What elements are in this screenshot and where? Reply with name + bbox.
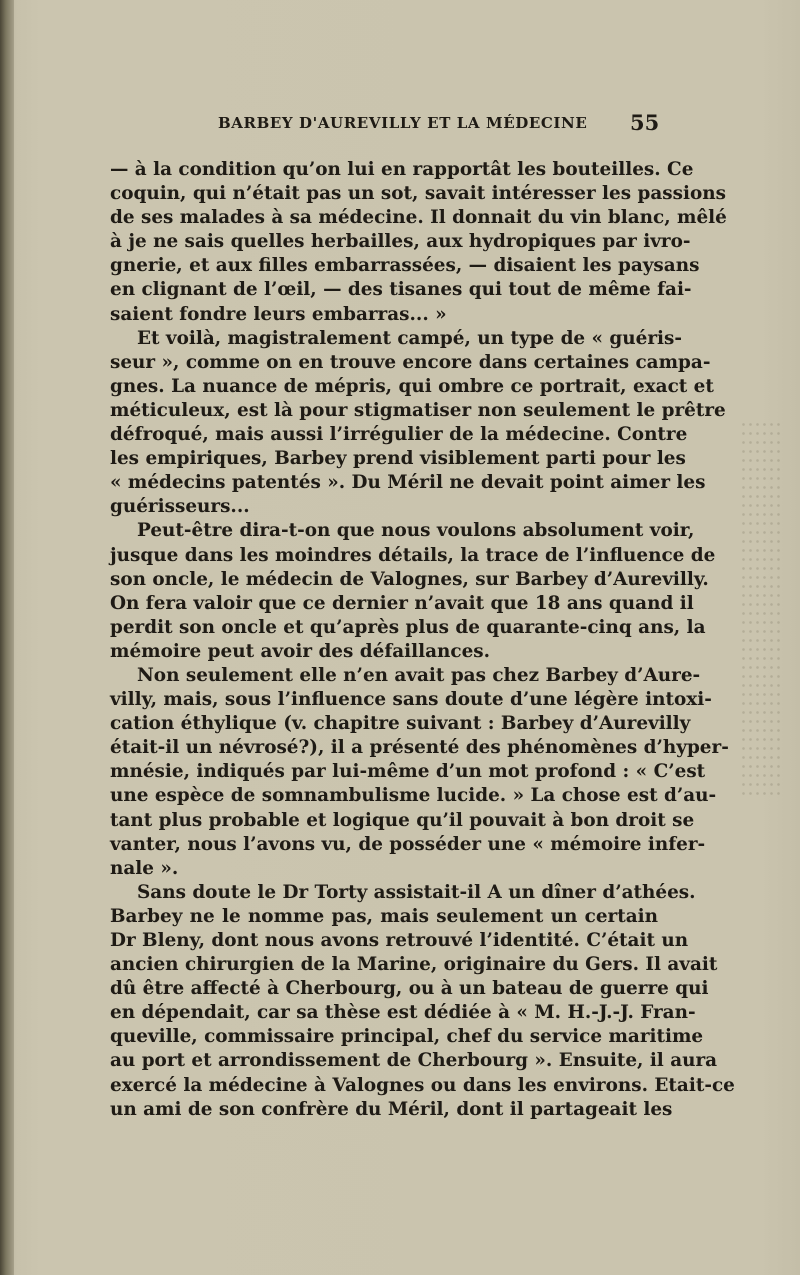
text-line: les empiriques, Barbey prend visiblement parti pour les <box>110 448 686 470</box>
text-line: nale ». <box>110 857 179 879</box>
text-line: méticuleux, est là pour stigmatiser non seulement le prêtre <box>110 399 726 421</box>
text-line: On fera valoir que ce dernier n’avait que 18 ans quand il <box>110 592 694 614</box>
text-line: mémoire peut avoir des défaillances. <box>110 640 491 662</box>
text-line: coquin, qui n’était pas un sot, savait intéresser les passions <box>110 183 726 205</box>
running-title: BARBEY D'AUREVILLY ET LA MÉDECINE <box>218 114 588 132</box>
page-number: 55 <box>630 110 660 135</box>
text-line: mnésie, indiqués par lui-même d’un mot profond : « C’est <box>110 761 706 783</box>
text-line: — à la condition qu’on lui en rapportât les bouteilles. Ce <box>110 159 694 180</box>
text-line: Non seulement elle n’en avait pas chez Barbey d’Aure- <box>137 664 701 686</box>
paper-specks <box>740 420 780 800</box>
text-line: son oncle, le médecin de Valognes, sur Barbey d’Aurevilly. <box>110 568 709 590</box>
text-line: vanter, nous l’avons vu, de posséder une « mémoire infer- <box>110 833 706 855</box>
text-line: perdit son oncle et qu’après plus de quarante-cinq ans, la <box>110 616 706 638</box>
text-line: gnerie, et aux filles embarrassées, — disaient les paysans <box>110 255 700 277</box>
text-line: en clignant de l’œil, — des tisanes qui tout de même fai- <box>110 279 692 301</box>
text-line: Peut-être dira-t-on que nous voulons absolument voir, <box>137 520 695 542</box>
text-line: dû être affecté à Cherbourg, ou à un bateau de guerre qui <box>110 978 709 1000</box>
text-line: en dépendait, car sa thèse est dédiée à « M. H.-J.-J. Fran- <box>110 1002 696 1024</box>
text-line: exercé la médecine à Valognes ou dans les environs. Etait-ce <box>110 1074 735 1096</box>
text-line: de ses malades à sa médecine. Il donnait du vin blanc, mêlé <box>110 207 727 229</box>
page-header <box>0 110 800 138</box>
text-line: gnes. La nuance de mépris, qui ombre ce portrait, exact et <box>110 375 714 397</box>
body-text <box>110 158 735 1122</box>
text-line: une espèce de somnambulisme lucide. » La chose est d’au- <box>110 785 717 807</box>
text-line: queville, commissaire principal, chef du service maritime <box>110 1026 704 1048</box>
text-line: jusque dans les moindres détails, la trace de l’influence de <box>110 544 716 566</box>
text-line: était-il un névrosé?), il a présenté des phénomènes d’hyper- <box>110 737 729 759</box>
text-line: seur », comme on en trouve encore dans certaines campa- <box>110 351 711 373</box>
text-line: un ami de son confrère du Méril, dont il partageait les <box>110 1098 673 1120</box>
book-spine-shadow <box>0 0 14 1275</box>
text-line: saient fondre leurs embarras... » <box>110 303 447 325</box>
text-line: « médecins patentés ». Du Méril ne devait point aimer les <box>110 472 706 494</box>
text-line: guérisseurs... <box>110 496 250 518</box>
text-line: ancien chirurgien de la Marine, originaire du Gers. Il avait <box>110 954 718 976</box>
text-line: cation éthylique (v. chapitre suivant : Barbey d’Aurevilly <box>110 713 691 735</box>
text-line: Dr Bleny, dont nous avons retrouvé l’identité. C’était un <box>110 930 689 951</box>
text-line: tant plus probable et logique qu’il pouvait à bon droit se <box>110 809 695 831</box>
text-line: au port et arrondissement de Cherbourg ». Ensuite, il aura <box>110 1050 718 1072</box>
text-line: Et voilà, magistralement campé, un type de « guéris- <box>137 327 683 349</box>
text-line: Sans doute le Dr Torty assistait-il A un dîner d’athées. <box>137 881 696 903</box>
text-line: à je ne sais quelles herbailles, aux hydropiques par ivro- <box>110 231 691 253</box>
text-line: villy, mais, sous l’influence sans doute d’une légère intoxi- <box>110 689 712 711</box>
text-line: défroqué, mais aussi l’irrégulier de la médecine. Contre <box>110 424 688 446</box>
text-line: Barbey ne le nomme pas, mais seulement un certain <box>110 905 658 927</box>
